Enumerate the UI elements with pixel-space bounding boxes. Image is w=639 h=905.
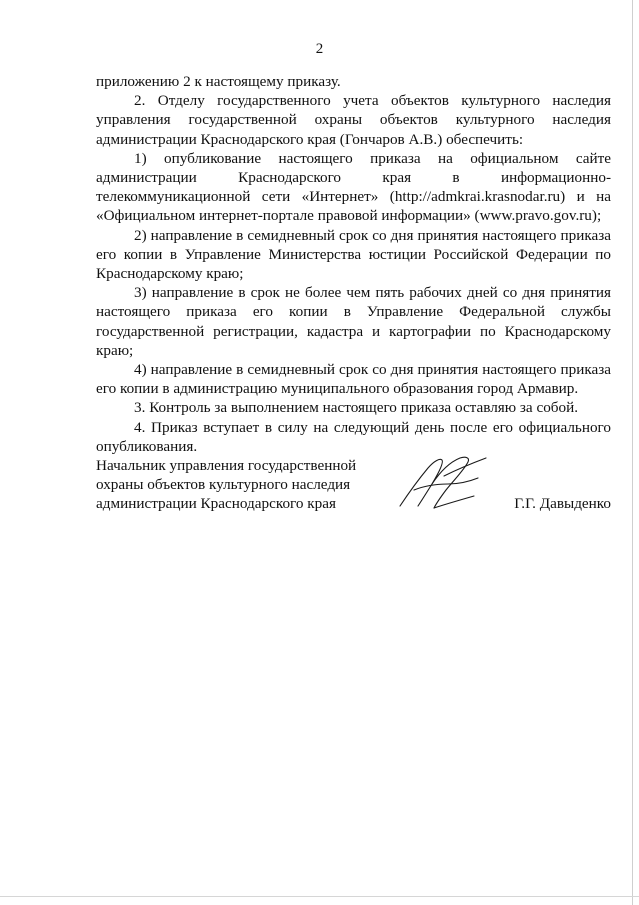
scan-bottom-line [0,896,639,897]
paragraph-item-4: 4. Приказ вступает в силу на следующий день после его официального опубликования. [96,418,611,455]
paragraph-subitem-4: 4) направление в семидневный срок со дня принятия настоящего приказа его копии в администрацию муниципального образования город Армавир. [96,361,611,398]
signatory-position-line: Начальник управления государственной [96,457,357,474]
signatory-position-line: охраны объектов культурного наследия [96,476,351,494]
signatory-position-line: администрации Краснодарского края [96,495,336,513]
handwritten-signature [394,450,494,514]
signatory-position [96,456,396,514]
paragraph-item-2: 2. Отделу государственного учета объектов культурного наследия управления государственной охраны объектов культурного наследия администрации Краснодарского края (Гончаров А.В.) обеспечить: [96,92,611,148]
paragraph-continuation: приложению 2 к настоящему приказу. [96,73,341,90]
signatory-name: Г.Г. Давыденко [514,495,611,512]
paragraph-subitem-3: 3) направление в срок не более чем пять рабочих дней со дня принятия настоящего приказа его копии в Управление Федеральной службы государственной регистрации, кадастра и картографии по Краснодарскому краю; [96,284,611,359]
paragraph-item-3: 3. Контроль за выполнением настоящего приказа оставляю за собой. [134,399,579,417]
page-number: 2 [315,41,324,57]
document-body [96,72,611,456]
paragraph-subitem-1: 1) опубликование настоящего приказа на официальном сайте администрации Краснодарского края в информационно-телекоммуникационной сети «Интернет» (http://admkrai.krasnodar.ru) и на «Официальном интернет-портале правовой информации» (www.pravo.gov.ru); [96,149,611,225]
signature-block [96,456,611,526]
scan-edge-line [632,0,633,905]
paragraph-subitem-2: 2) направление в семидневный срок со дня принятия настоящего приказа его копии в Управление Министерства юстиции Российской Федерации по Краснодарскому краю; [96,226,611,283]
